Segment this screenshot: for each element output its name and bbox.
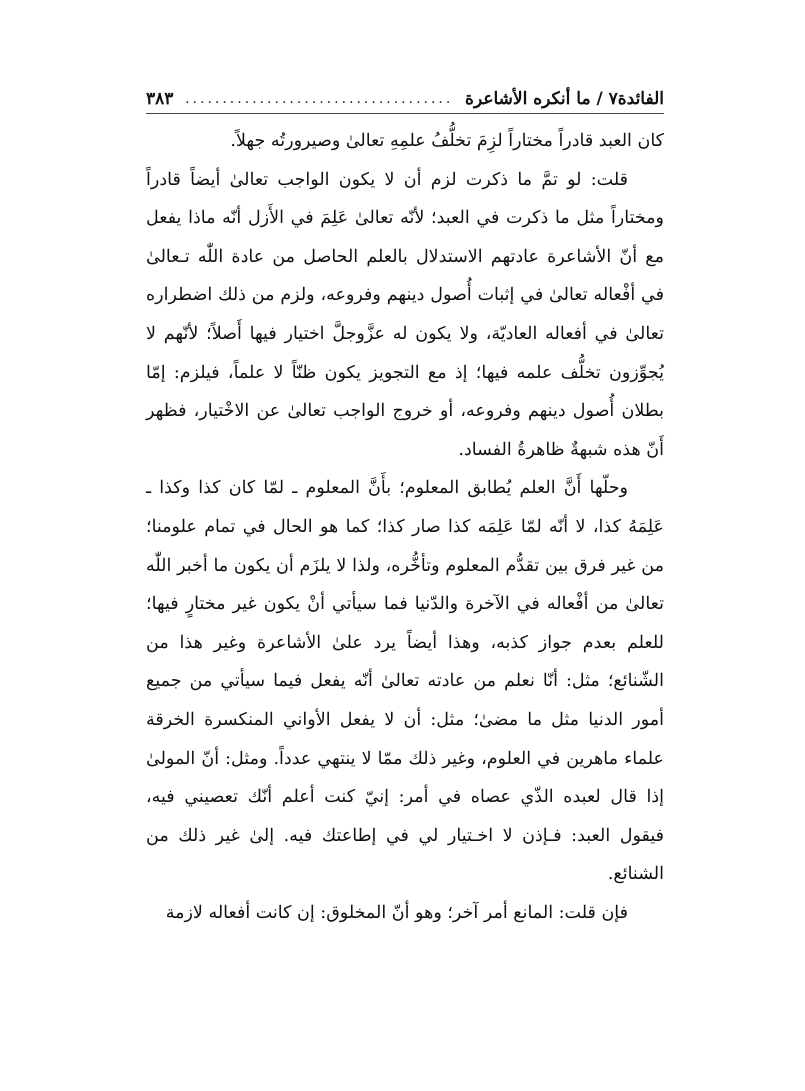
paragraph-continued: كان العبد قادراً مختاراً لزِمَ تخلُّفُ علمِهِ تعالىٰ وصيرورتُه جهلاً.	[230, 131, 664, 151]
paragraph: فإن قلت: المانع أمر آخر؛ وهو أنّ المخلوق: إن كانت أفعاله لازمة	[165, 902, 628, 923]
page-number: ٣٨٣	[146, 89, 174, 109]
paragraph: وحلّها أَنَّ العلم يُطابق المعلوم؛ بأَنَّ المعلوم ـ لمّا كان كذا وكذا ـ عَلِمَهُ كذا، لا أنّه لمّا عَلِمَه كذا صار كذا؛ كما هو الحال في تمام علومنا؛ من غير فرق بين تقدُّم المعلوم وتأخُّره، ولذا لا يلزَم أن يكون ما أخبر اللّٰه تعالىٰ من أفْعاله في الآخرة والدّنيا فما سيأتي أنْ يكون غير مختارٍ فيها؛ للعلم بعدم جواز كذبه، وهذا أيضاً يرد علىٰ الأشاعرة وغير هذا من الشّنائع؛ مثل: أنّا نعلم من عادته تعالىٰ أنّه يفعل فيما سيأتي من جميع أمور الدنيا مثل ما مضىٰ؛ مثل: أن لا يفعل الأواني المنكسرة الخرقة علماء ماهرين في العلوم، وغير ذلك ممّا لا ينتهي عدداً. ومثل: أنّ المولىٰ إذا قال لعبده الذّي عصاه في أمر: إنيّ كنت أعلم أنّك تعصيني فيه، فيقول العبد: فـإذن لا اخـتيار لي في إطاعتك فيه. إلىٰ غير ذلك من الشنائع.	[146, 478, 664, 885]
header-divider	[146, 113, 664, 114]
paragraph: قلت: لو تمَّ ما ذكرت لزم أن لا يكون الواجب تعالىٰ أيضاً قادراً ومختاراً مثل ما ذكرت في العبد؛ لأنّه تعالىٰ عَلِمَ في الأَزل أنّه ماذا يفعل مع أنّ الأشاعرة عادتهم الاستدلال بالعلم الحاصل من عادة اللّٰه تـعالىٰ في أفْعاله تعالىٰ في إثبات أُصول دينهم وفروعه، ولزم من ذلك اضطراره تعالىٰ في أفعاله العاديّة، ولا يكون له عزَّوجلَّ اختيار فيها أَصلاً؛ لأنّهم لا يُجوِّزون تخلُّف علمه فيها؛ إذ مع التجويز يكون ظنّاً لا علماً، فيلزم: إمّا بطلان أُصول دينهم وفروعه، أو خروج الواجب تعالىٰ عن الاخْتيار، فظهر أَنّ هذه شبهةٌ ظاهرةُ الفساد.	[146, 169, 664, 460]
running-header	[146, 86, 664, 112]
header-leader-dots: ....................................	[185, 91, 454, 107]
chapter-title: الفائدة٧ / ما أنكره الأشاعرة	[465, 89, 664, 109]
body-text	[146, 122, 664, 932]
